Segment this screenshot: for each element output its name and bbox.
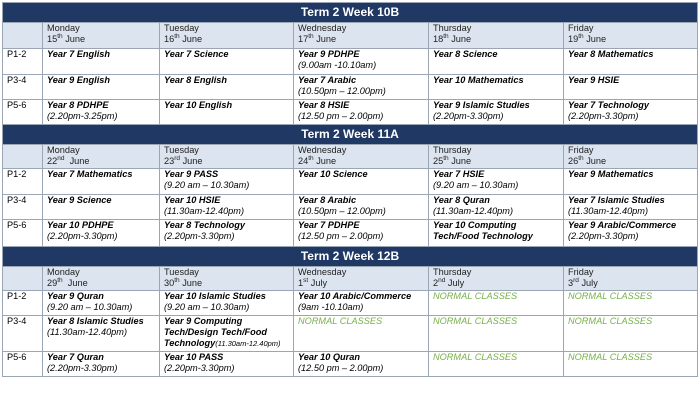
session-time: (11.30am-12.40pm) [433,206,514,216]
class-cell [160,316,294,352]
class-cell [160,195,294,220]
session-time: (9am -10.10am) [298,302,364,312]
subject-name: Year 8 PDHPE [47,100,109,110]
class-cell [294,352,429,377]
period-row [3,316,698,352]
day-month: June [179,34,203,44]
day-number: 19 [568,34,579,44]
day-suffix: th [578,32,584,40]
day-name: Wednesday [298,23,347,33]
subject-name: Year 8 Science [433,49,498,59]
subject-name: Year 10 Islamic Studies [164,291,266,301]
class-cell [429,100,564,125]
session-time: (2.20pm-3.30pm) [47,231,118,241]
class-cell [43,75,160,100]
class-cell [43,49,160,75]
day-number: 17 [298,34,309,44]
day-month: July [445,278,465,288]
subject-name: Year 8 Arabic [298,195,357,205]
session-time: (2.20pm-3.25pm) [47,111,118,121]
day-name: Tuesday [164,267,199,277]
day-suffix: th [57,32,63,40]
day-suffix: nd [438,276,446,284]
session-time: (2.20pm-3.30pm) [47,363,118,373]
day-suffix: th [174,276,180,284]
class-cell [429,49,564,75]
subject-name: Year 7 Science [164,49,229,59]
subject-name: Year 10 PDHPE [47,220,114,230]
subject-name: Year 10 Computing Tech/Food Technology [433,220,533,241]
day-date [568,278,693,289]
day-number: 25 [433,156,444,166]
subject-name: Year 8 Mathematics [568,49,654,59]
subject-name: Year 7 Technology [568,100,650,110]
day-suffix: rd [174,154,181,162]
day-number: 3 [568,278,574,288]
day-suffix: th [308,154,314,162]
day-month: June [313,156,337,166]
subject-name: Year 7 Quran [47,352,104,362]
period-label: P5-6 [3,100,43,125]
period-row [3,100,698,125]
period-row [3,75,698,100]
normal-classes-label: NORMAL CLASSES [433,352,518,362]
session-time: (12.50 pm – 2.00pm) [298,111,384,121]
subject-name: Year 8 HSIE [298,100,350,110]
session-time: (2.20pm-3.30pm) [568,231,639,241]
class-cell [564,49,698,75]
subject-name: Year 9 English [47,75,110,85]
subject-name: Year 10 PASS [164,352,224,362]
class-cell [564,100,698,125]
day-name: Friday [568,145,594,155]
class-cell [294,100,429,125]
day-name: Tuesday [164,145,199,155]
period-row [3,49,698,75]
class-cell [160,169,294,195]
day-month: June [179,278,203,288]
day-number: 15 [47,34,58,44]
class-cell [429,169,564,195]
day-number: 22 [47,156,58,166]
class-cell [429,75,564,100]
day-name: Monday [47,23,80,33]
session-time: (9.00am -10.10am) [298,60,377,70]
subject-name: Year 7 PDHPE [298,220,360,230]
day-header-cell [294,145,429,169]
session-time: (2.20pm-3.30pm) [164,231,235,241]
day-name: Wednesday [298,145,347,155]
class-cell [294,291,429,316]
session-time: (10.50pm – 12.00pm) [298,206,386,216]
day-header-cell [294,267,429,291]
period-row [3,169,698,195]
subject-name: Year 7 Mathematics [47,169,133,179]
subject-name: Year 9 Arabic/Commerce [568,220,677,230]
normal-classes-label: NORMAL CLASSES [568,316,653,326]
day-month: June [583,156,607,166]
day-date [568,34,693,45]
day-suffix: st [303,276,309,284]
day-number: 29 [47,278,58,288]
subject-name: Year 7 Islamic Studies [568,195,665,205]
day-suffix: nd [57,154,65,162]
period-label: P5-6 [3,220,43,247]
day-name: Wednesday [298,267,347,277]
class-cell [160,75,294,100]
subject-name: Year 9 Islamic Studies [433,100,530,110]
day-date [164,278,289,289]
session-time: (12.50 pm – 2.00pm) [298,231,384,241]
day-number: 18 [433,34,444,44]
period-row [3,291,698,316]
day-header-cell [429,267,564,291]
day-header-cell [564,145,698,169]
day-month: June [313,34,337,44]
class-cell [43,220,160,247]
session-time: (11.30am-12.40pm) [164,206,245,216]
subject-name: Year 7 HSIE [433,169,485,179]
class-cell [564,316,698,352]
class-cell [564,169,698,195]
class-cell [294,75,429,100]
period-row [3,195,698,220]
class-cell [43,291,160,316]
week-header-row [3,125,698,145]
day-month: June [180,156,203,166]
subject-name: Year 7 Arabic [298,75,357,85]
day-name: Tuesday [164,23,199,33]
day-date [298,156,424,167]
normal-classes-label: NORMAL CLASSES [298,316,383,326]
subject-name: Year 10 English [164,100,233,110]
day-name: Monday [47,145,80,155]
day-number: 16 [164,34,175,44]
class-cell [43,169,160,195]
subject-name: Year 10 Quran [298,352,360,362]
subject-name: Year 9 PDHPE [298,49,360,59]
class-cell [429,291,564,316]
day-date [47,278,155,289]
day-date [298,278,424,289]
corner-cell [3,267,43,291]
day-month: June [448,34,472,44]
session-time: (2.20pm-3.30pm) [568,111,639,121]
day-header-cell [429,145,564,169]
normal-classes-label: NORMAL CLASSES [433,291,518,301]
subject-name: Year 10 Arabic/Commerce [298,291,412,301]
day-header-cell [429,23,564,49]
class-cell [160,220,294,247]
session-time: (11.30am-12.40pm) [215,339,281,348]
timetable [2,2,698,377]
class-cell [564,75,698,100]
period-label: P3-4 [3,75,43,100]
day-name: Thursday [433,267,472,277]
class-cell [429,220,564,247]
normal-classes-label: NORMAL CLASSES [433,316,518,326]
day-date [47,34,155,45]
day-name: Friday [568,23,594,33]
day-name: Monday [47,267,80,277]
subject-name: Year 8 Quran [433,195,490,205]
week-header-row [3,3,698,23]
class-cell [564,352,698,377]
day-date [433,156,559,167]
subject-name: Year 10 Science [298,169,368,179]
class-cell [43,195,160,220]
session-time: (2.20pm-3.30pm) [433,111,504,121]
period-label: P1-2 [3,291,43,316]
class-cell [43,100,160,125]
day-month: July [308,278,328,288]
session-time: (9.20 am – 10.30am) [433,180,519,190]
session-time: (9.20 am – 10.30am) [47,302,133,312]
day-month: July [578,278,598,288]
class-cell [160,100,294,125]
day-number: 30 [164,278,175,288]
week-header-row [3,247,698,267]
class-cell [564,195,698,220]
day-header-row [3,145,698,169]
subject-name: Year 9 HSIE [568,75,620,85]
session-time: (9.20 am – 10.30am) [164,180,250,190]
day-header-cell [160,267,294,291]
day-header-cell [43,145,160,169]
day-suffix: th [578,154,584,162]
day-date [298,34,424,45]
day-date [433,34,559,45]
day-date [47,156,155,167]
class-cell [294,316,429,352]
class-cell [160,49,294,75]
week-title: Term 2 Week 10B [3,3,698,23]
day-header-cell [43,267,160,291]
day-month: June [64,156,90,166]
session-time: (11.30am-12.40pm) [47,327,128,337]
day-date [164,156,289,167]
class-cell [294,220,429,247]
period-label: P1-2 [3,169,43,195]
normal-classes-label: NORMAL CLASSES [568,352,653,362]
day-month: June [583,34,607,44]
subject-name: Year 9 Quran [47,291,104,301]
day-header-cell [564,23,698,49]
period-row [3,220,698,247]
day-name: Thursday [433,23,472,33]
class-cell [564,220,698,247]
class-cell [294,195,429,220]
class-cell [564,291,698,316]
subject-name: Year 9 Computing Tech/Design Tech/Food Technology(11.30am-12.40pm) [164,316,281,348]
class-cell [429,316,564,352]
class-cell [160,352,294,377]
period-label: P1-2 [3,49,43,75]
day-number: 1 [298,278,304,288]
period-label: P3-4 [3,316,43,352]
class-cell [43,352,160,377]
subject-name: Year 10 HSIE [164,195,221,205]
subject-name: Year 8 Islamic Studies [47,316,144,326]
day-number: 26 [568,156,579,166]
day-header-cell [564,267,698,291]
session-time: (2.20pm-3.30pm) [164,363,235,373]
day-name: Thursday [433,145,472,155]
day-header-cell [43,23,160,49]
day-date [164,34,289,45]
subject-name: Year 10 Mathematics [433,75,524,85]
day-suffix: th [443,32,449,40]
day-date [433,278,559,289]
day-header-cell [160,23,294,49]
session-time: (10.50pm – 12.00pm) [298,86,386,96]
day-header-row [3,23,698,49]
day-suffix: th [57,276,63,284]
day-header-cell [294,23,429,49]
class-cell [160,291,294,316]
day-number: 23 [164,156,175,166]
corner-cell [3,145,43,169]
week-title: Term 2 Week 11A [3,125,698,145]
week-title: Term 2 Week 12B [3,247,698,267]
day-suffix: th [308,32,314,40]
class-cell [43,316,160,352]
class-cell [429,195,564,220]
corner-cell [3,23,43,49]
period-row [3,352,698,377]
day-number: 2 [433,278,439,288]
period-label: P3-4 [3,195,43,220]
subject-name: Year 8 English [164,75,227,85]
class-cell [429,352,564,377]
session-time: (12.50 pm – 2.00pm) [298,363,384,373]
subject-name: Year 9 PASS [164,169,219,179]
day-number: 24 [298,156,309,166]
day-suffix: rd [573,276,579,284]
subject-name: Year 9 Mathematics [568,169,654,179]
day-header-row [3,267,698,291]
day-name: Friday [568,267,594,277]
day-month: June [62,278,88,288]
day-suffix: th [174,32,180,40]
class-cell [294,169,429,195]
class-cell [294,49,429,75]
subject-name: Year 9 Science [47,195,112,205]
day-month: June [448,156,472,166]
normal-classes-label: NORMAL CLASSES [568,291,653,301]
day-suffix: th [443,154,449,162]
subject-name: Year 7 English [47,49,110,59]
day-date [568,156,693,167]
session-time: (9.20 am – 10.30am) [164,302,250,312]
subject-name: Year 8 Technology [164,220,246,230]
day-month: June [62,34,86,44]
period-label: P5-6 [3,352,43,377]
day-header-cell [160,145,294,169]
session-time: (11.30am-12.40pm) [568,206,649,216]
